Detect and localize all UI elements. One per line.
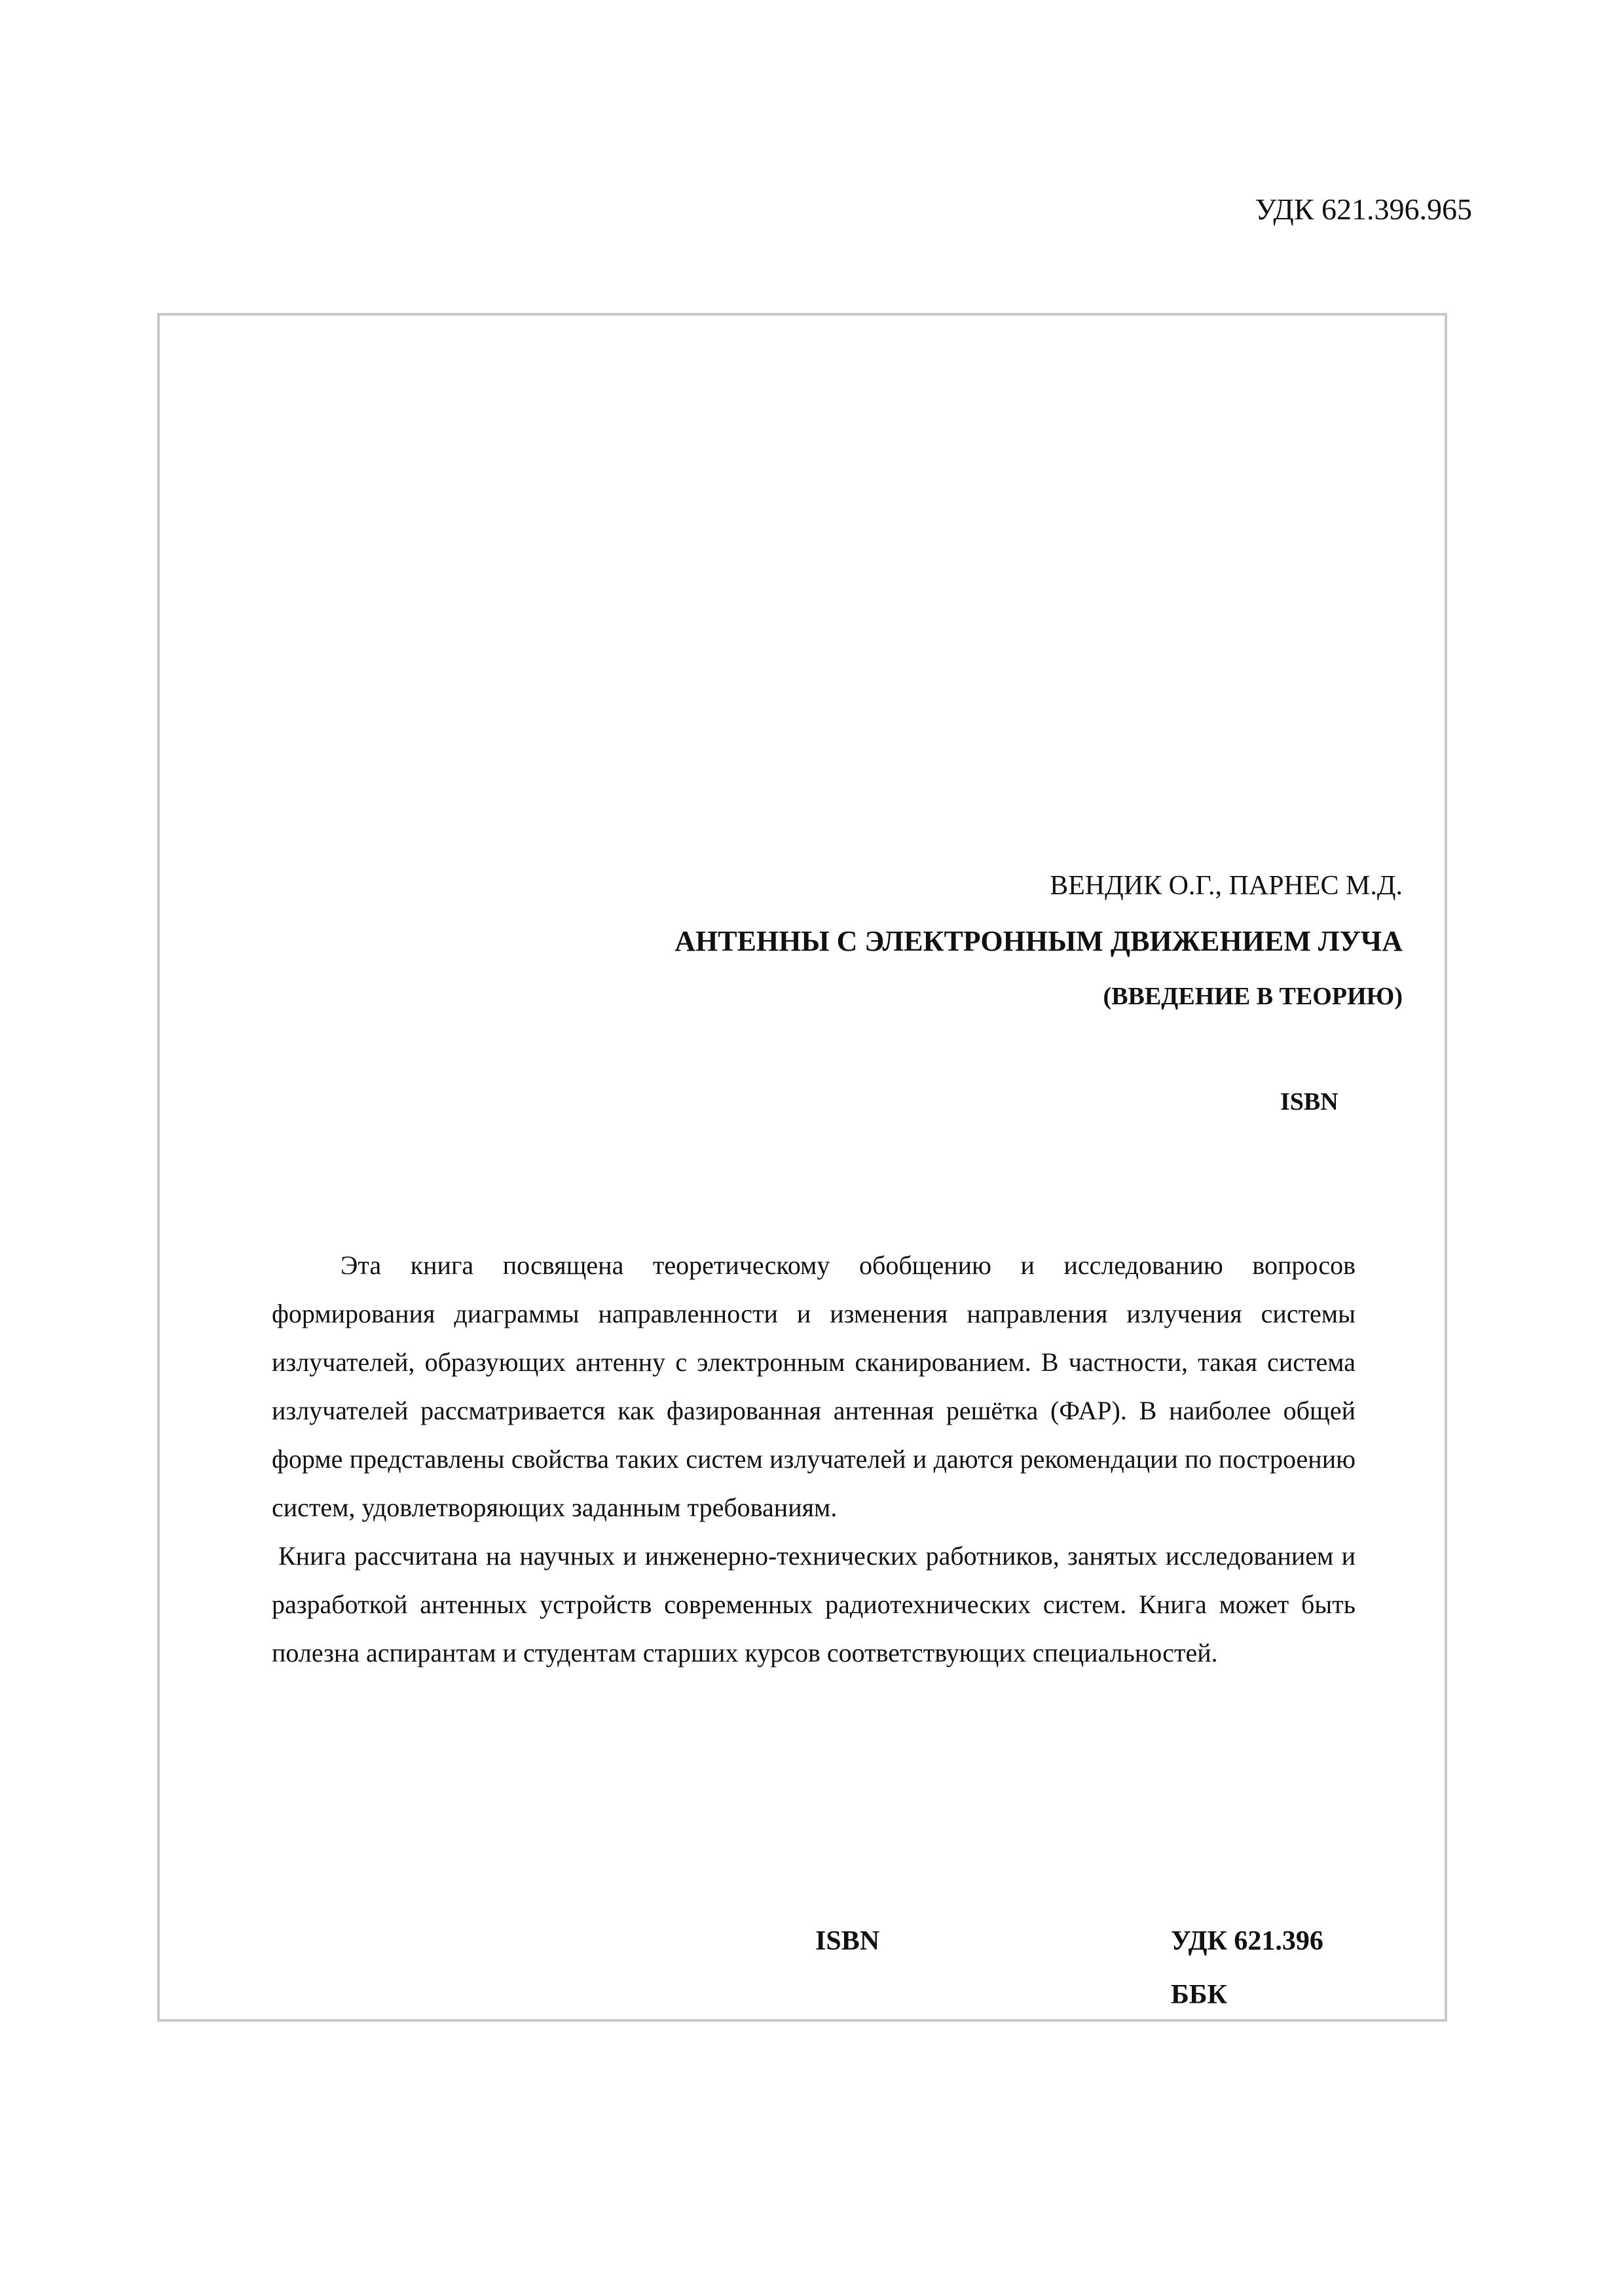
abstract xyxy=(272,1241,1356,1677)
footer-bbk: ББК xyxy=(1171,1980,1227,2010)
abstract-paragraph-1: Эта книга посвящена теоретическому обобщению и исследованию вопросов формирования диаграммы направленности и изменения направления излучения системы излучателей, образующих антенну с электронным сканированием. В частности, такая система излучателей рассматривается как фазированная антенная решётка (ФАР). В наиболее общей форме представлены свойства таких систем излучателей и даются рекомендации по построению систем, удовлетворяющих заданным требованиям. xyxy=(272,1250,1356,1522)
udk-header: УДК 621.396.965 xyxy=(1255,192,1472,226)
authors: ВЕНДИК О.Г., ПАРНЕС М.Д. xyxy=(1050,871,1403,901)
book-subtitle: (ВВЕДЕНИЕ В ТЕОРИЮ) xyxy=(1103,983,1403,1010)
footer-isbn: ISBN xyxy=(815,1926,880,1956)
abstract-paragraph-2: Книга рассчитана на научных и инженерно-технических работников, занятых исследованием и разработкой антенных устройств современных радиотехнических систем. Книга может быть полезна аспирантам и студентам старших курсов соответствующих специальностей. xyxy=(272,1541,1356,1667)
page-frame xyxy=(157,313,1447,2022)
isbn-label: ISBN xyxy=(1280,1088,1338,1116)
book-title: АНТЕННЫ С ЭЛЕКТРОННЫМ ДВИЖЕНИЕМ ЛУЧА xyxy=(674,925,1403,957)
footer-udk: УДК 621.396 xyxy=(1171,1926,1323,1956)
